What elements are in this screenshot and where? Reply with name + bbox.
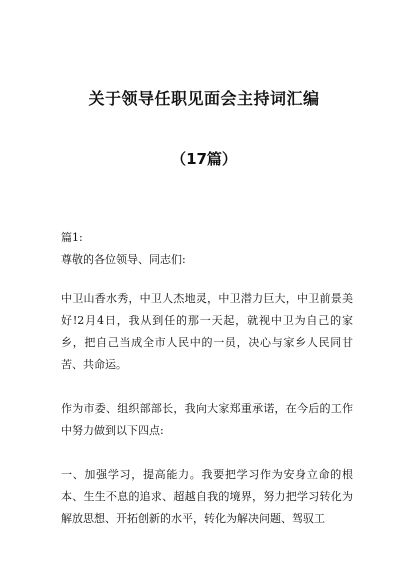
section-label: 篇1: [61,231,83,244]
document-title: 关于领导任职见面会主持词汇编 [88,89,320,108]
paragraph-3: 一、加强学习，提高能力。我要把学习作为安身立命的根本、生生不息的追求、超越自我的境界，努力把学习转化为解放思想、开拓创新的水平，转化为解决问题、驾驭工 [61,468,353,525]
paragraph-1: 中卫山香水秀，中卫人杰地灵，中卫潜力巨大，中卫前景美好!2月4日，我从到任的那一天起，就视中卫为自己的家乡，把自己当成全市人民中的一员，决心与家乡人民同甘苦、共命运。 [61,292,353,371]
greeting: 尊敬的各位领导、同志们: [61,253,186,266]
paragraph-2: 作为市委、组织部部长，我向大家郑重承诺，在今后的工作中努力做到以下四点: [61,402,353,437]
document-subtitle: （17篇） [171,150,237,168]
